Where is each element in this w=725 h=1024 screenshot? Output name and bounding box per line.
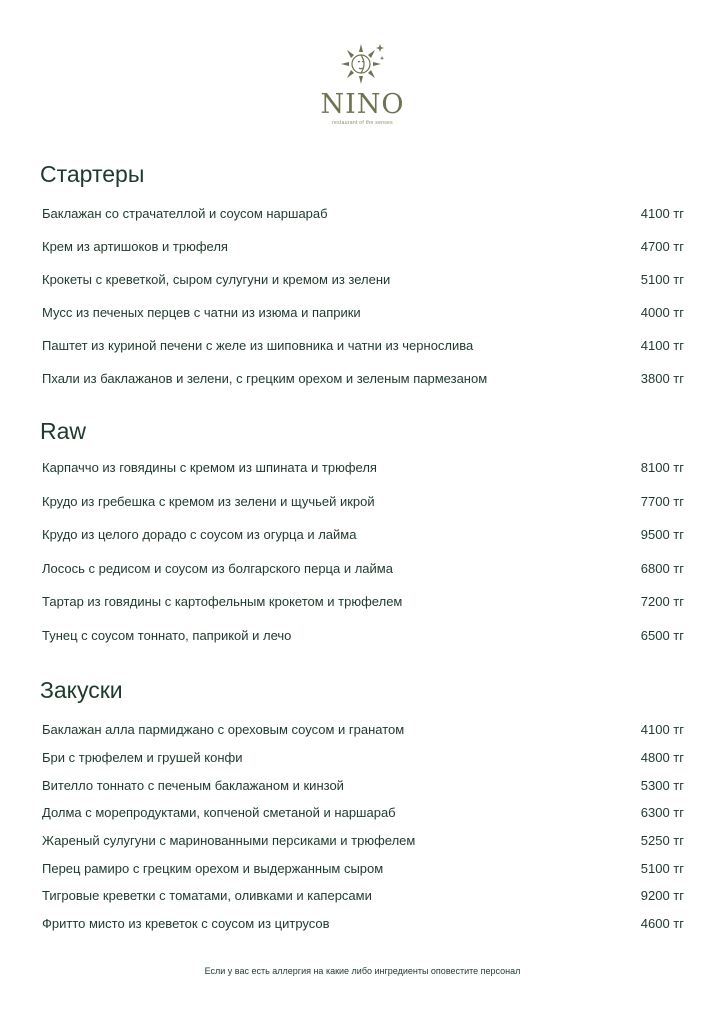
item-name: Карпаччо из говядины с кремом из шпината и трюфеля bbox=[42, 460, 377, 475]
menu-item bbox=[42, 369, 684, 389]
item-price: 4100 тг bbox=[640, 338, 684, 353]
menu-item bbox=[42, 748, 684, 768]
item-name: Крем из артишоков и трюфеля bbox=[42, 239, 228, 254]
menu-item bbox=[42, 336, 684, 356]
item-name: Баклажан со страчателлой и соусом наршараб bbox=[42, 206, 328, 221]
menu-item bbox=[42, 626, 684, 646]
item-name: Тигровые креветки с томатами, оливками и каперсами bbox=[42, 888, 372, 903]
menu-item bbox=[42, 803, 684, 823]
menu-item bbox=[42, 270, 684, 290]
menu-item bbox=[42, 914, 684, 934]
item-name: Крокеты с креветкой, сыром сулугуни и кремом из зелени bbox=[42, 272, 391, 287]
item-name: Долма с морепродуктами, копченой сметаной и наршараб bbox=[42, 805, 396, 820]
section-title: Raw bbox=[40, 418, 87, 444]
item-name: Фритто мисто из креветок с соусом из цитрусов bbox=[42, 916, 330, 931]
menu-item bbox=[42, 859, 684, 879]
item-name: Крудо из целого дорадо с соусом из огурца и лайма bbox=[42, 527, 357, 542]
menu-item bbox=[42, 303, 684, 323]
item-name: Мусс из печеных перцев с чатни из изюма и паприки bbox=[42, 305, 361, 320]
item-price: 4100 тг bbox=[640, 206, 684, 221]
item-price: 7200 тг bbox=[640, 594, 684, 609]
menu-item bbox=[42, 559, 684, 579]
item-name: Крудо из гребешка с кремом из зелени и щучьей икрой bbox=[42, 494, 375, 509]
menu-item bbox=[42, 831, 684, 851]
item-name: Паштет из куриной печени с желе из шиповника и чатни из чернослива bbox=[42, 338, 474, 353]
item-price: 9200 тг bbox=[640, 888, 684, 903]
item-price: 9500 тг bbox=[640, 527, 684, 542]
menu-item bbox=[42, 492, 684, 512]
item-price: 6800 тг bbox=[640, 561, 684, 576]
menu-item bbox=[42, 525, 684, 545]
item-price: 6500 тг bbox=[640, 628, 684, 643]
item-name: Лосось с редисом и соусом из болгарского перца и лайма bbox=[42, 561, 393, 576]
menu-item bbox=[42, 720, 684, 740]
item-name: Тунец с соусом тоннато, паприкой и лечо bbox=[42, 628, 292, 643]
section-title: Стартеры bbox=[40, 161, 145, 187]
item-name: Пхали из баклажанов и зелени, с грецким орехом и зеленым пармезаном bbox=[42, 371, 488, 386]
menu-item bbox=[42, 204, 684, 224]
menu-item bbox=[42, 458, 684, 478]
item-name: Бри с трюфелем и грушей конфи bbox=[42, 750, 243, 765]
brand-tagline: restaurant of the senses bbox=[332, 120, 393, 126]
item-price: 8100 тг bbox=[640, 460, 684, 475]
item-price: 5300 тг bbox=[640, 778, 684, 793]
brand-name: NINO bbox=[320, 89, 405, 120]
logo bbox=[0, 38, 725, 126]
item-price: 4600 тг bbox=[640, 916, 684, 931]
menu-item bbox=[42, 886, 684, 906]
item-name: Жареный сулугуни с маринованными персиками и трюфелем bbox=[42, 833, 416, 848]
item-price: 5250 тг bbox=[640, 833, 684, 848]
item-price: 4100 тг bbox=[640, 722, 684, 737]
item-name: Баклажан алла пармиджано с ореховым соусом и гранатом bbox=[42, 722, 405, 737]
menu-item bbox=[42, 592, 684, 612]
item-price: 7700 тг bbox=[640, 494, 684, 509]
menu-item bbox=[42, 237, 684, 257]
item-name: Перец рамиро с грецким орехом и выдержанным сыром bbox=[42, 861, 384, 876]
item-name: Вителло тоннато с печеным баклажаном и кинзой bbox=[42, 778, 344, 793]
item-price: 6300 тг bbox=[640, 805, 684, 820]
menu-item bbox=[42, 776, 684, 796]
item-price: 5100 тг bbox=[640, 272, 684, 287]
item-price: 4000 тг bbox=[640, 305, 684, 320]
item-price: 5100 тг bbox=[640, 861, 684, 876]
item-price: 4800 тг bbox=[640, 750, 684, 765]
item-price: 3800 тг bbox=[640, 371, 684, 386]
section-title: Закуски bbox=[40, 677, 123, 703]
item-name: Тартар из говядины с картофельным крокетом и трюфелем bbox=[42, 594, 403, 609]
allergy-note: Если у вас есть аллергия на какие либо ингредиенты оповестите персонал bbox=[204, 966, 521, 976]
sun-moon-icon bbox=[340, 38, 386, 88]
item-price: 4700 тг bbox=[640, 239, 684, 254]
